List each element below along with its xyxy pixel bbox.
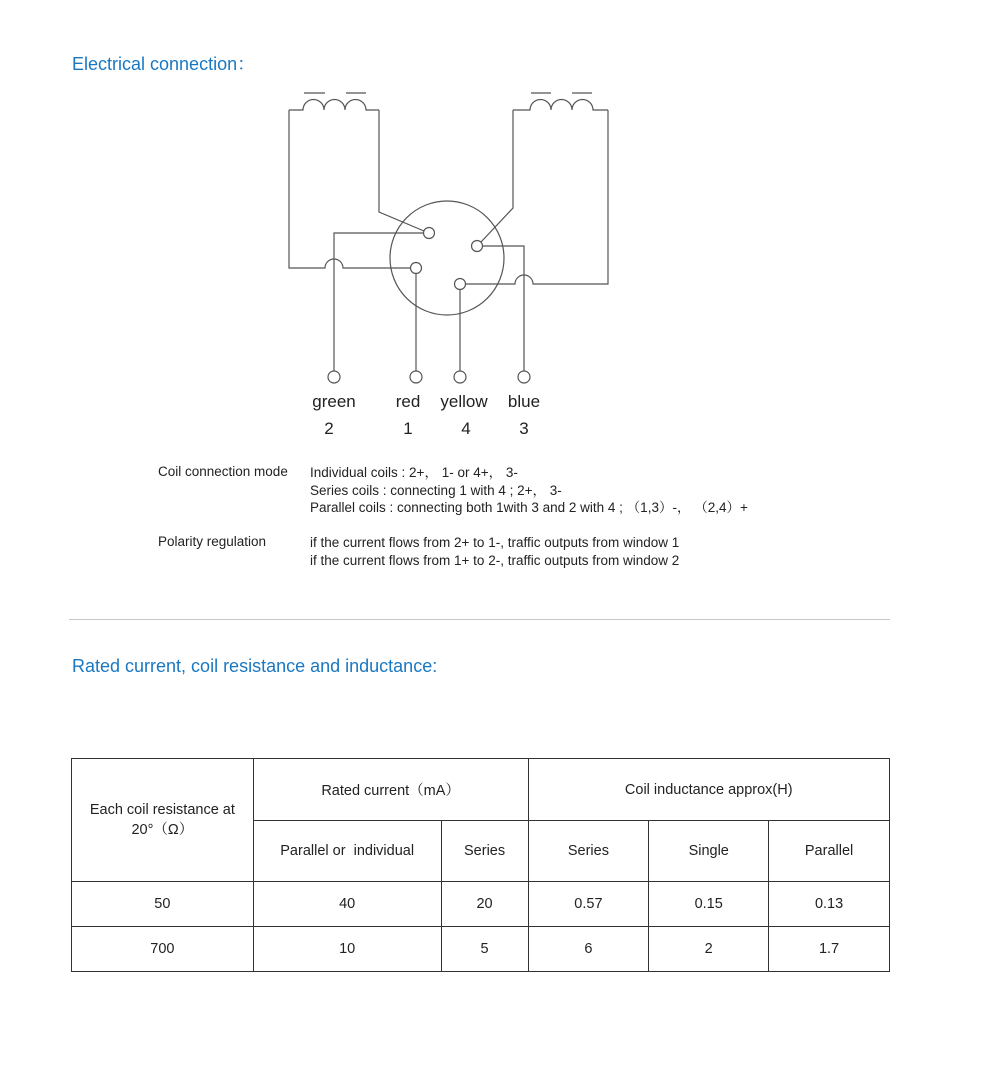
terminal-blue-icon xyxy=(518,371,530,383)
rated-current-title: Rated current, coil resistance and inductance: xyxy=(72,656,438,676)
cell-current-series: 5 xyxy=(441,927,528,972)
connector-icon xyxy=(390,201,504,315)
terminal-red-icon xyxy=(410,371,422,383)
cell-current-series: 20 xyxy=(441,882,528,927)
resistance-header xyxy=(72,759,254,882)
coil-connection-mode-label: Coil connection mode xyxy=(158,464,288,479)
electrical-connection-title: Electrical connection： xyxy=(72,54,256,74)
cell-inductance-parallel: 1.7 xyxy=(769,927,890,972)
individual-coils-line: Individual coils : 2+， 1- or 4+， 3- xyxy=(310,465,518,480)
right-coil-icon xyxy=(465,93,608,284)
wire-label-yellow: yellow xyxy=(440,392,488,411)
wire-label-blue: blue xyxy=(507,392,541,411)
resistance-header-line1: Each coil resistance at xyxy=(89,801,235,818)
subheader-inductance-series: Series xyxy=(528,821,649,882)
polarity-line-window-2: if the current flows from 1+ to 2-, traffic outputs from window 2 xyxy=(310,552,680,568)
wire-label-red: red xyxy=(395,392,421,411)
resistance-header-line2: 20°（Ω） xyxy=(131,821,194,838)
polarity-line-window-1: if the current flows from 2+ to 1-, traffic outputs from window 1 xyxy=(310,535,680,550)
cell-inductance-single: 0.15 xyxy=(649,882,769,927)
cell-inductance-series: 6 xyxy=(528,927,649,972)
table-header-row xyxy=(72,759,890,821)
pin-number-red: 1 xyxy=(403,419,413,438)
polarity-regulation-values xyxy=(310,534,679,569)
cell-resistance: 700 xyxy=(72,927,254,972)
table-row xyxy=(72,927,890,972)
subheader-current-series: Series xyxy=(441,821,528,882)
rated-current-header: Rated current（mA） xyxy=(253,759,528,821)
cell-current-parallel: 10 xyxy=(253,927,441,972)
cell-resistance: 50 xyxy=(72,882,254,927)
cell-current-parallel: 40 xyxy=(253,882,441,927)
wire-label-green: green xyxy=(312,392,356,411)
pin-number-yellow: 4 xyxy=(461,419,471,438)
series-coils-line: Series coils : connecting 1 with 4 ; 2+， 3- xyxy=(310,482,562,498)
subheader-inductance-single: Single xyxy=(649,821,769,882)
left-coil-icon xyxy=(289,93,424,268)
terminal-green-icon xyxy=(328,371,340,383)
inductance-header: Coil inductance approx(H) xyxy=(528,759,890,821)
coil-spec-table xyxy=(71,758,890,972)
wiring-diagram xyxy=(0,0,986,400)
section-divider xyxy=(69,619,890,620)
parallel-coils-line: Parallel coils : connecting both 1with 3 and 2 with 4 ; （1,3）-， （2,4）+ xyxy=(310,500,748,515)
pin-number-green: 2 xyxy=(324,419,334,438)
coil-connection-mode-values xyxy=(310,464,748,517)
table-row xyxy=(72,882,890,927)
cell-inductance-series: 0.57 xyxy=(528,882,649,927)
terminal-yellow-icon xyxy=(454,371,466,383)
cell-inductance-parallel: 0.13 xyxy=(769,882,890,927)
cell-inductance-single: 2 xyxy=(649,927,769,972)
subheader-inductance-parallel: Parallel xyxy=(769,821,890,882)
subheader-parallel-or-individual: Parallel or individual xyxy=(253,821,441,882)
pin-number-blue: 3 xyxy=(519,419,529,438)
polarity-regulation-label: Polarity regulation xyxy=(158,534,267,549)
